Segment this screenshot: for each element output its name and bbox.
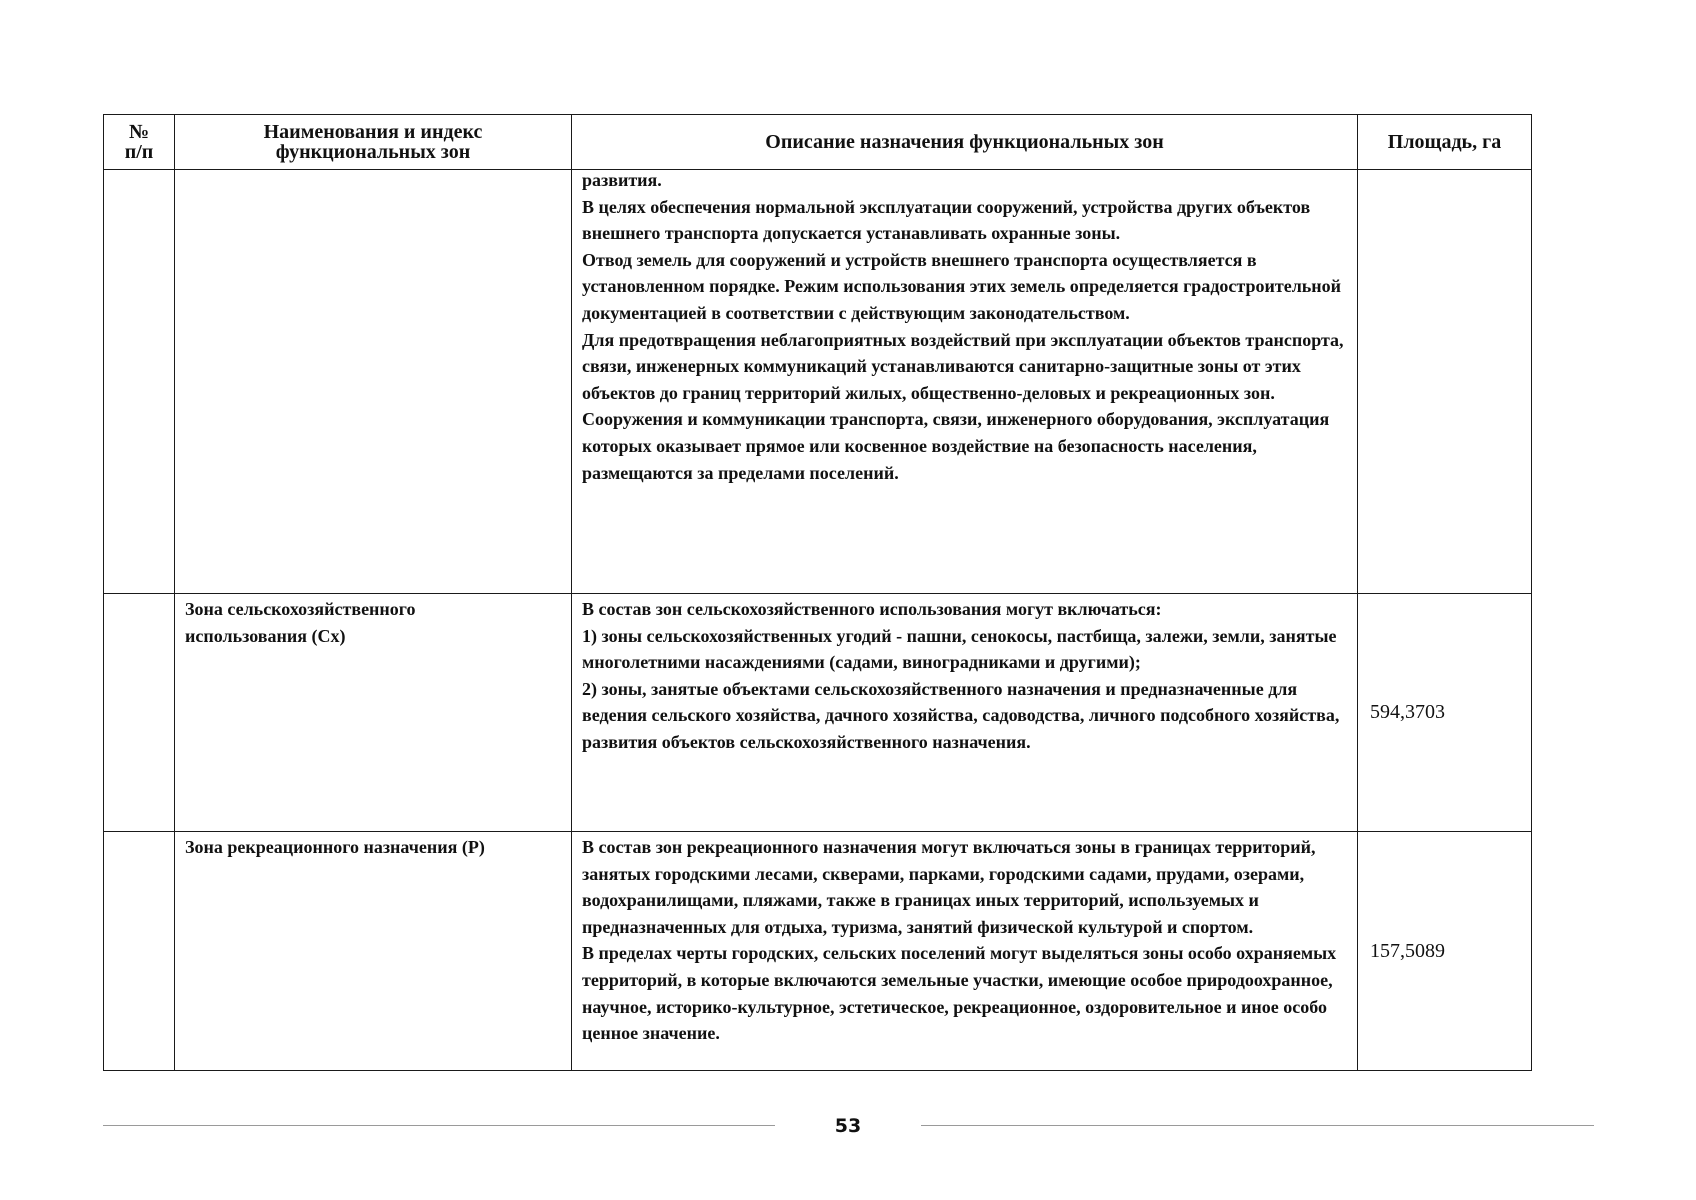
zone-area-cell bbox=[1358, 170, 1532, 594]
description-paragraph: Для предотвращения неблагоприятных воздействий при эксплуатации объектов транспорта, связи, инженерных коммуникаций устанавливаются санитарно-защитные зоны от этих объектов до границ территорий жилых, общественно-деловых и рекреационных зон. bbox=[582, 329, 1344, 403]
row-num-cell bbox=[104, 594, 175, 832]
zone-name: Зона рекреационного назначения (Р) bbox=[185, 837, 485, 857]
zone-area-cell bbox=[1358, 832, 1532, 1071]
header-area-label: Площадь, га bbox=[1387, 131, 1502, 153]
zone-description-cell bbox=[572, 832, 1358, 1071]
zone-area: 594,3703 bbox=[1370, 701, 1445, 723]
zone-name: Зона сельскохозяйственного использования (Сх) bbox=[185, 599, 416, 646]
zone-description-cell bbox=[572, 594, 1358, 832]
header-num bbox=[104, 115, 175, 170]
header-row bbox=[104, 115, 1532, 170]
zone-description-cell bbox=[572, 170, 1358, 594]
description-paragraph: В состав зон сельскохозяйственного использования могут включаться: bbox=[582, 599, 1162, 619]
table-header bbox=[104, 115, 1532, 170]
zone-name-cell bbox=[175, 170, 572, 594]
table-body bbox=[104, 170, 1532, 1071]
footer-divider-left bbox=[103, 1125, 775, 1126]
row-num-cell bbox=[104, 170, 175, 594]
zone-name-cell bbox=[175, 594, 572, 832]
description-paragraph: В состав зон рекреационного назначения могут включаться зоны в границах территорий, занятых городскими лесами, скверами, парками, городскими садами, прудами, озерами, водохранилищами, пляжами, также в границах иных территорий, используемых и предназначенных для отдыха, туризма, занятий физической культурой и спортом. bbox=[582, 837, 1316, 937]
description-paragraph: 1) зоны сельскохозяйственных угодий - пашни, сенокосы, пастбища, залежи, земли, занятые многолетними насаждениями (садами, виноградниками и другими); bbox=[582, 625, 1337, 673]
zone-description bbox=[572, 596, 1357, 756]
header-name-label: Наименования и индекс функциональных зон bbox=[263, 121, 483, 163]
zone-description bbox=[572, 834, 1357, 1047]
zone-description bbox=[572, 167, 1357, 486]
row-num-cell bbox=[104, 832, 175, 1071]
description-paragraph: Отвод земель для сооружений и устройств внешнего транспорта осуществляется в установленном порядке. Режим использования этих земель определяется градостроительной документацией в соответствии с действующим законодательством. bbox=[582, 249, 1342, 323]
footer-divider-right bbox=[921, 1125, 1594, 1126]
table-row bbox=[104, 594, 1532, 832]
table-row bbox=[104, 170, 1532, 594]
zone-name-cell bbox=[175, 832, 572, 1071]
page-number: 53 bbox=[834, 1115, 862, 1137]
header-num-label: № п/п bbox=[124, 121, 154, 163]
description-paragraph: В пределах черты городских, сельских поселений могут выделяться зоны особо охраняемых территорий, в которые включаются земельные участки, имеющие особое природоохранное, научное, историко-культурное, эстетическое, рекреационное, оздоровительное и иное особо ценное значение. bbox=[582, 943, 1337, 1044]
header-description-label: Описание назначения функциональных зон bbox=[765, 131, 1164, 153]
zone-area-cell bbox=[1358, 594, 1532, 832]
zone-area: 157,5089 bbox=[1370, 939, 1445, 962]
header-name bbox=[175, 115, 572, 170]
description-paragraph: Сооружения и коммуникации транспорта, связи, инженерного оборудования, эксплуатация которых оказывает прямое или косвенное воздействие на безопасность населения, размещаются за пределами поселений. bbox=[582, 409, 1330, 483]
description-paragraph: В целях обеспечения нормальной эксплуатации сооружений, устройства других объектов внешнего транспорта допускается устанавливать охранные зоны. bbox=[582, 196, 1311, 244]
description-paragraph: 2) зоны, занятые объектами сельскохозяйственного назначения и предназначенные для ведения сельского хозяйства, дачного хозяйства, садоводства, личного подсобного хозяйства, развития объектов сельскохозяйственного назначения. bbox=[582, 678, 1340, 752]
functional-zones-table bbox=[103, 114, 1532, 1071]
header-description bbox=[572, 115, 1358, 170]
header-area bbox=[1358, 115, 1532, 170]
description-paragraph: развития. bbox=[582, 170, 662, 190]
table-row bbox=[104, 832, 1532, 1071]
